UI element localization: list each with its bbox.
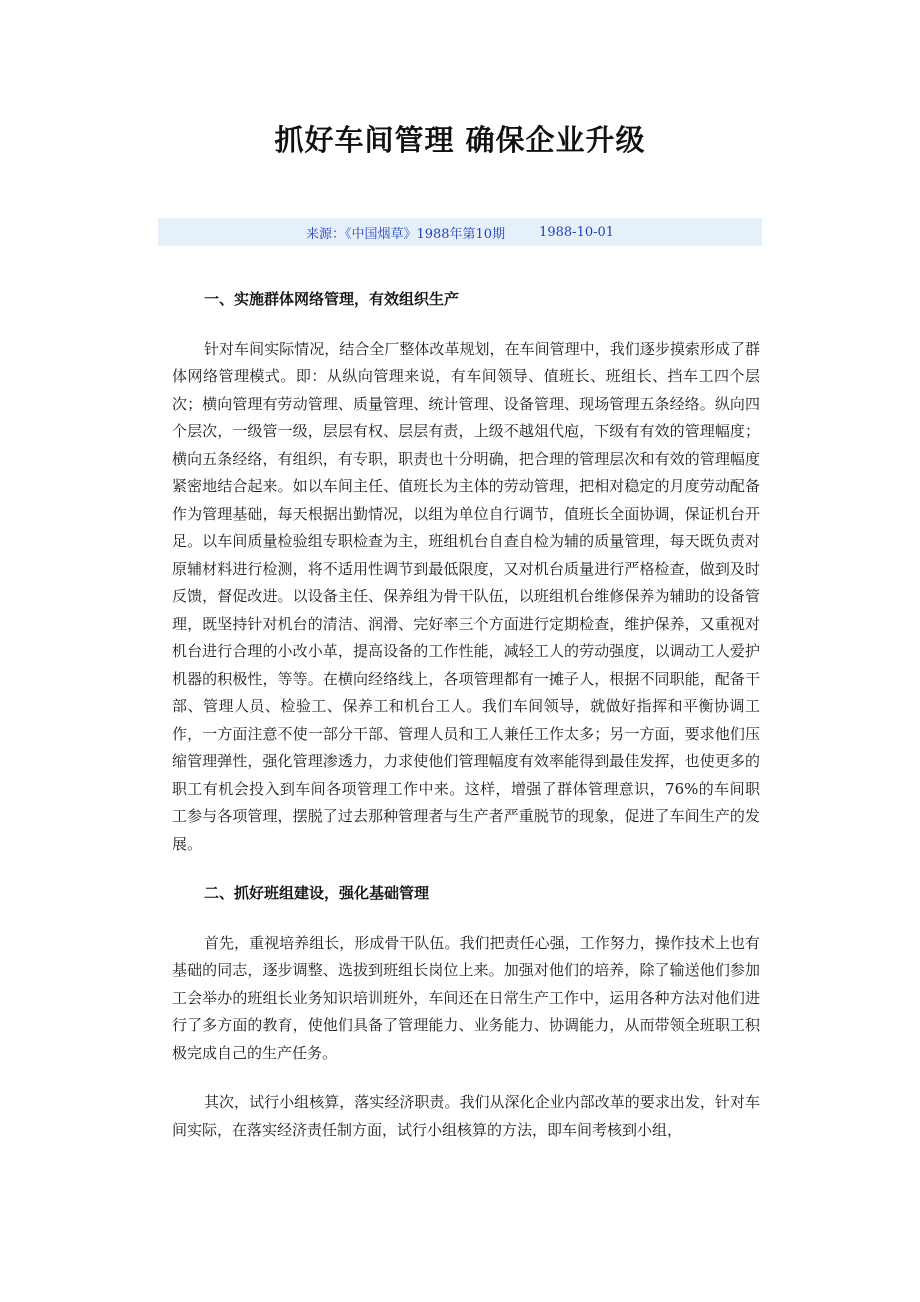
spacer — [172, 858, 760, 880]
paragraph-3: 其次，试行小组核算，落实经济职责。我们从深化企业内部改革的要求出发，针对车间实际，在落实经济责任制方面，试行小组核算的方法，即车间考核到小组， — [172, 1093, 760, 1139]
spacer — [172, 1067, 760, 1089]
source-label: 来源：《中国烟草》1988年第10期 — [305, 226, 506, 242]
spacer — [172, 908, 760, 930]
paragraph-1: 针对车间实际情况，结合全厂整体改革规划，在车间管理中，我们逐步摸索形成了群体网络管理模式。即：从纵向管理来说，有车间领导、值班长、班组长、挡车工四个层次；横向管理有劳动管理、质量管理、统计管理、设备管理、现场管理五条经络。纵向四个层次，一级管一级，层层有权、层层有责，上级不越俎代庖，下级有有效的管理幅度；横向五条经络，有组织，有专职，职责也十分明确，把合理的管理层次和有效的管理幅度紧密地结合起来。如以车间主任、值班长为主体的劳动管理，把相对稳定的月度劳动配备作为管理基础，每天根据出勤情况，以组为单位自行调节，值班长全面协调，保证机台开足。以车间质量检验组专职检查为主，班组机台自查自检为辅的质量管理，每天既负责对原辅材料进行检测，将不适用性调节到最低限度，又对机台质量进行严格检查，做到及时反馈，督促改进。以设备主任、保养组为骨干队伍，以班组机台维修保养为辅助的设备管理，既坚持针对机台的清洁、润滑、完好率三个方面进行定期检查，维护保养，又重视对机台进行合理的小改小革，提高设备的工作性能，减轻工人的劳动强度，以调动工人爱护机器的积极性，等等。在横向经络线上，各项管理都有一摊子人，根据不同职能，配备干部、管理人员、检验工、保养工和机台工人。我们车间领导，就做好指挥和平衡协调工作，一方面注意不使一部分干部、管理人员和工人兼任工作太多；另一方面，要求他们压缩管理弹性，强化管理渗透力，力求使他们管理幅度有效率能得到最佳发挥，也使更多的职工有机会投入到车间各项管理工作中来。这样，增强了群体管理意识，76%的车间职工参与各项管理，摆脱了过去那种管理者与生产者严重脱节的现象，促进了车间生产的发展。 — [172, 339, 760, 853]
source-date: 1988-10-01 — [539, 224, 615, 240]
source-banner — [158, 218, 762, 246]
article-title: 抓好车间管理 确保企业升级 — [274, 123, 646, 157]
article-body — [172, 286, 760, 1144]
paragraph-2: 首先，重视培养组长，形成骨干队伍。我们把责任心强，工作努力，操作技术上也有基础的同志，逐步调整、选拔到班组长岗位上来。加强对他们的培养，除了输送他们参加工会举办的班组长业务知识培训班外，车间还在日常生产工作中，运用各种方法对他们进行了多方面的教育，使他们具备了管理能力、业务能力、协调能力，从而带领全班职工积极完成自己的生产任务。 — [172, 933, 760, 1062]
spacer — [172, 314, 760, 336]
section-heading-1: 一、实施群体网络管理，有效组织生产 — [204, 290, 460, 308]
section-heading-2: 二、抓好班组建设，强化基础管理 — [204, 884, 430, 902]
